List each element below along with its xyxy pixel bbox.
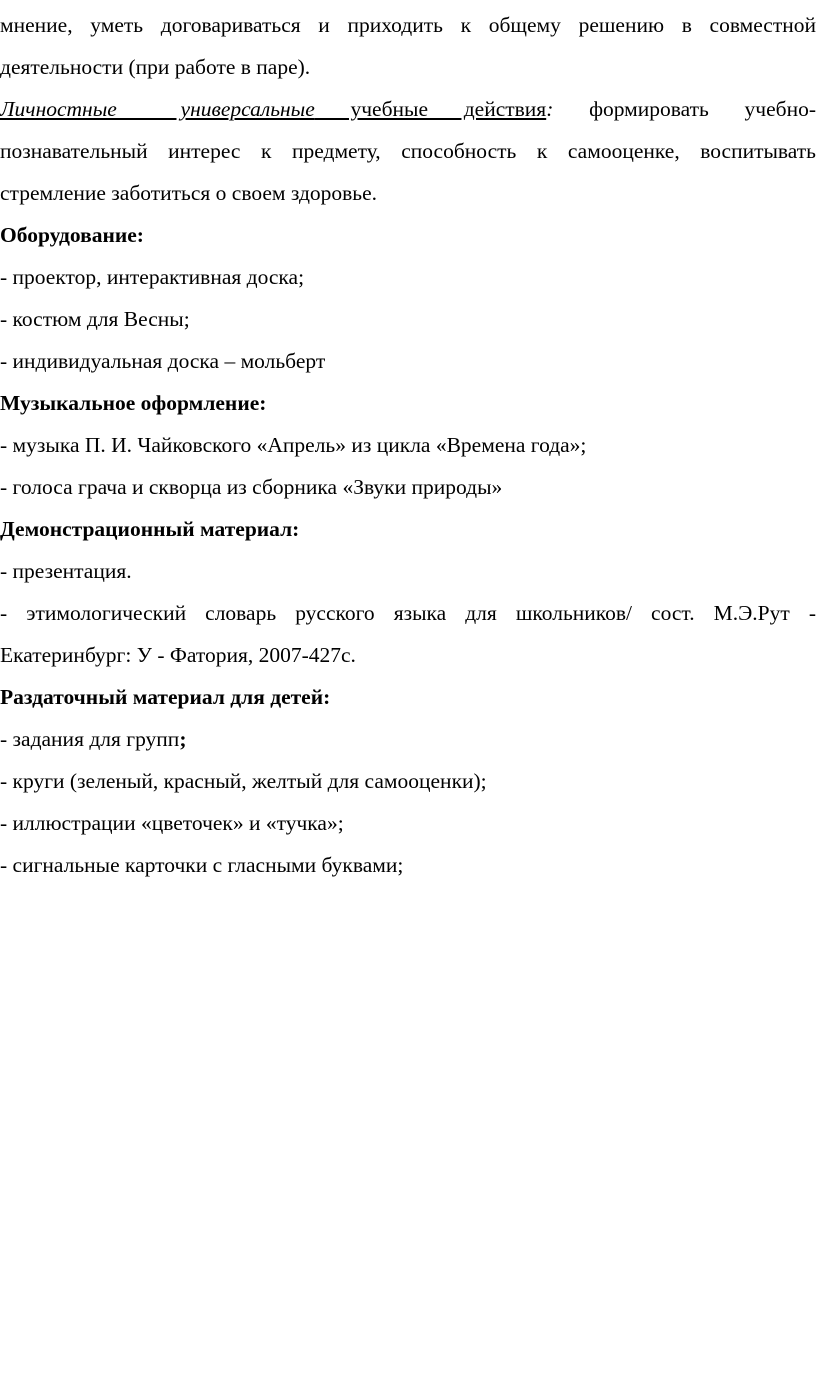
handout-item: - сигнальные карточки с гласными буквами;	[0, 853, 404, 877]
equipment-item: - индивидуальная доска – мольберт	[0, 349, 326, 373]
equipment-item: - костюм для Весны;	[0, 307, 190, 331]
personal-line-1-rest: формировать учебно-	[553, 97, 816, 121]
handout-item-semicolon: ;	[179, 727, 187, 751]
music-item: - голоса грача и скворца из сборника «Звуки природы»	[0, 475, 503, 499]
music-item: - музыка П. И. Чайковского «Апрель» из цикла «Времена года»;	[0, 433, 587, 457]
handout-item: - иллюстрации «цветочек» и «тучка»;	[0, 811, 344, 835]
intro-line-1: мнение, уметь договариваться и приходить к общему решению в совместной	[0, 13, 816, 37]
personal-line-2: познавательный интерес к предмету, способность к самооценке, воспитывать	[0, 139, 816, 163]
personal-label-italic: Личностные универсальные	[0, 97, 315, 121]
demo-heading: Демонстрационный материал:	[0, 517, 300, 541]
personal-line-1	[0, 88, 816, 130]
demo-item: - презентация.	[0, 559, 132, 583]
demo-item: - этимологический словарь русского языка для школьников/ сост. М.Э.Рут -	[0, 601, 816, 625]
demo-item-continuation: Екатеринбург: У - Фатория, 2007-427с.	[0, 643, 356, 667]
handout-item	[0, 718, 816, 760]
personal-colon: :	[546, 97, 554, 121]
personal-label-rest: учебные действия	[314, 97, 547, 121]
handout-item-text: - задания для групп	[0, 727, 180, 751]
handout-heading: Раздаточный материал для детей:	[0, 685, 331, 709]
intro-line-2: деятельности (при работе в паре).	[0, 55, 311, 79]
equipment-item: - проектор, интерактивная доска;	[0, 265, 305, 289]
equipment-heading: Оборудование:	[0, 223, 144, 247]
music-heading: Музыкальное оформление:	[0, 391, 267, 415]
personal-line-3: стремление заботиться о своем здоровье.	[0, 181, 378, 205]
handout-item: - круги (зеленый, красный, желтый для самооценки);	[0, 769, 487, 793]
